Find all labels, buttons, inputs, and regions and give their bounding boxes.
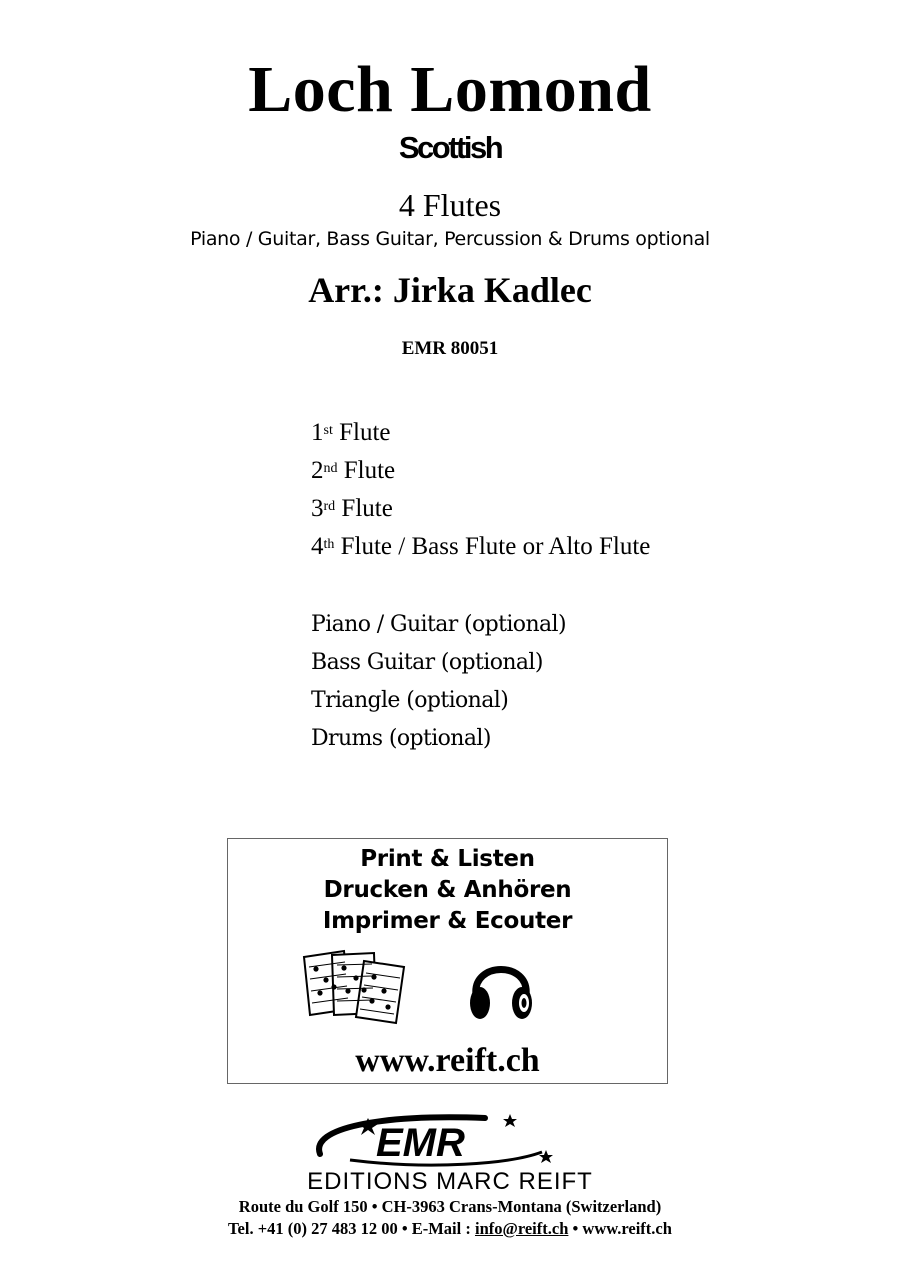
part-item: 2nd Flute	[311, 457, 396, 484]
publisher-contact: Tel. +41 (0) 27 483 12 00 • E-Mail : info@reift.ch • www.reift.ch	[228, 1219, 672, 1238]
svg-text:EMR: EMR	[376, 1121, 465, 1165]
emr-logo	[310, 1110, 590, 1170]
part-item: 3rd Flute	[311, 495, 393, 522]
arranger: Arr.: Jirka Kadlec	[308, 270, 592, 310]
page-title: Loch Lomond	[248, 53, 652, 126]
parts-list	[311, 414, 650, 566]
email-link[interactable]: info@reift.ch	[474, 1219, 569, 1238]
website-link[interactable]: www.reift.ch	[355, 1042, 540, 1079]
sheet-music-icon	[300, 947, 412, 1025]
optional-part-item: Drums (optional)	[311, 726, 491, 751]
optional-part-item: Triangle (optional)	[311, 688, 509, 713]
print-listen-box	[227, 838, 668, 1084]
instrumentation: 4 Flutes	[398, 187, 502, 223]
optional-part-item: Piano / Guitar (optional)	[311, 612, 566, 637]
catalog-number: EMR 80051	[401, 338, 499, 359]
part-item: 1st Flute	[311, 419, 391, 446]
promo-line-de: Drucken & Anhören	[323, 877, 572, 903]
optional-instruments: Piano / Guitar, Bass Guitar, Percussion & Drums optional	[190, 228, 710, 250]
optional-parts-list	[311, 606, 566, 758]
promo-line-fr: Imprimer & Ecouter	[322, 908, 573, 934]
promo-line-en: Print & Listen	[360, 846, 535, 872]
optional-part-item: Bass Guitar (optional)	[311, 650, 543, 675]
web-text: • www.reift.ch	[568, 1219, 672, 1238]
headphones-icon	[466, 951, 536, 1025]
publisher-name: EDITIONS MARC REIFT	[307, 1168, 593, 1195]
subtitle: Scottish	[398, 130, 502, 165]
publisher-address: Route du Golf 150 • CH-3963 Crans-Montana (Switzerland)	[238, 1197, 662, 1216]
part-item: 4th Flute / Bass Flute or Alto Flute	[311, 533, 651, 560]
